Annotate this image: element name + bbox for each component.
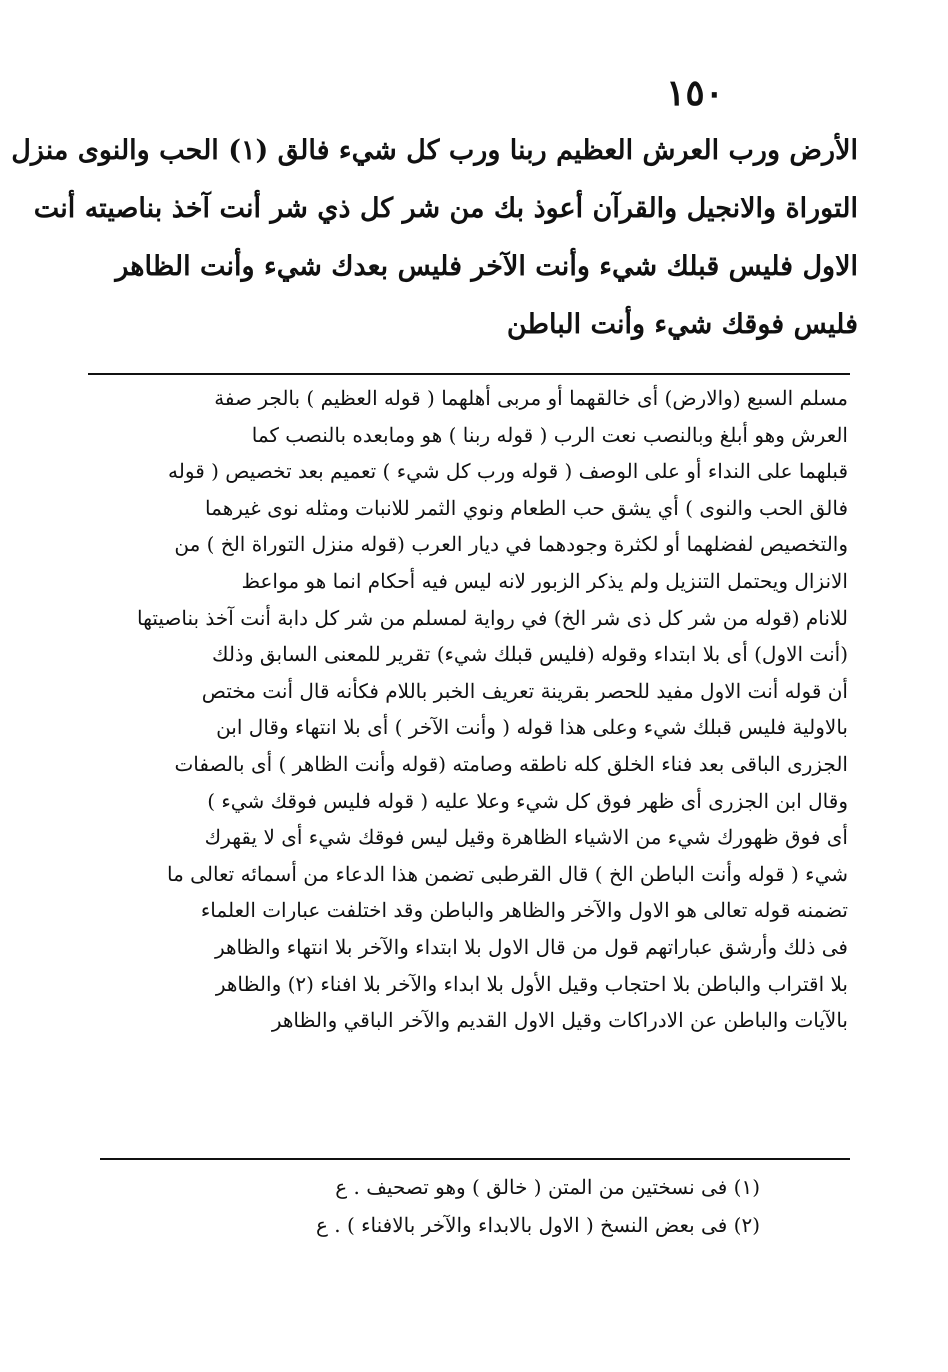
- commentary-line: أن قوله أنت الاول مفيد للحصر بقرينة تعريف الخبر باللام فكأنه قال أنت مختص: [201, 678, 848, 703]
- commentary-line: قبلهما على النداء أو على الوصف ( قوله ورب كل شيء ) تعميم بعد تخصيص ( قوله: [168, 459, 848, 484]
- commentary-line: فالق الحب والنوى ) أي يشق حب الطعام ونوي الثمر للانبات ومثله نوى غيرهما: [205, 495, 848, 520]
- main-text-line: التوراة والانجيل والقرآن أعوذ بك من شر كل ذي شر أنت آخذ بناصيته أنت: [33, 193, 858, 224]
- commentary-line: فى ذلك وأرشق عباراتهم قول من قال الاول بلا ابتداء والآخر بلا انتهاء والظاهر: [214, 934, 848, 959]
- commentary-line: العرش وهو أبلغ وبالنصب نعت الرب ( قوله ربنا ) هو ومابعده بالنصب كما: [251, 422, 848, 447]
- commentary-line: وقال ابن الجزرى أى ظهر فوق كل شيء وعلا عليه ( قوله فليس فوقك شيء ): [207, 788, 848, 813]
- commentary-line: تضمنه قوله تعالى هو الاول والآخر والظاهر والباطن وقد اختلفت عبارات العلماء: [200, 898, 848, 923]
- commentary-line: شيء ( قوله وأنت الباطن الخ ) قال القرطبى تضمن هذا الدعاء من أسمائه تعالى ما: [167, 861, 848, 886]
- commentary-line: للانام (قوله من شر كل ذى شر الخ) في رواية لمسلم من شر كل دابة أنت آخذ بناصيتها: [137, 605, 848, 630]
- footnote-1: (١) فى نسختين من المتن ( خالق ) وهو تصحيف . ع: [335, 1175, 760, 1199]
- main-text-line: الأرض ورب العرش العظيم ربنا ورب كل شيء فالق (١) الحب والنوى منزل: [11, 135, 858, 166]
- main-text-block: [11, 122, 858, 354]
- main-text-line: فليس فوقك شيء وأنت الباطن: [506, 309, 858, 340]
- footnote-divider: [100, 1158, 850, 1160]
- footnote-2: (٢) فى بعض النسخ ( الاول بالابداء والآخر بالافناء ) . ع: [315, 1213, 760, 1237]
- commentary-line: بلا اقتراب والباطن بلا احتجاب وقيل الأول بلا ابداء والآخر بلا افناء (٢) والظاهر: [215, 971, 848, 996]
- commentary-block: [92, 380, 848, 1039]
- footnotes-block: [200, 1168, 760, 1244]
- commentary-line: بالآيات والباطن عن الادراكات وقيل الاول القديم والآخر الباقي والظاهر: [271, 1008, 848, 1033]
- commentary-line: (أنت الاول) أى بلا ابتداء وقوله (فليس قبلك شيء) تقرير للمعنى السابق وذلك: [211, 642, 848, 667]
- commentary-line: الانزال ويحتمل التنزيل ولم يذكر الزبور لانه ليس فيه أحكام انما هو مواعظ: [241, 568, 848, 593]
- page-number: ١٥٠: [665, 72, 724, 114]
- commentary-line: مسلم السبع (والارض) أى خالقهما أو مربى أهلهما ( قوله العظيم ) بالجر صفة: [214, 386, 848, 410]
- main-text-divider: [88, 373, 850, 375]
- commentary-line: أى فوق ظهورك شيء من الاشياء الظاهرة وقيل ليس فوقك شيء أى لا يقهرك: [204, 825, 848, 850]
- main-text-line: الاول فليس قبلك شيء وأنت الآخر فليس بعدك شيء وأنت الظاهر: [115, 251, 858, 282]
- commentary-line: بالاولية فليس قبلك شيء وعلى هذا قوله ( وأنت الآخر ) أى بلا انتهاء وقال ابن: [216, 715, 848, 740]
- commentary-line: الجزرى الباقى بعد فناء الخلق كله ناطقه وصامته (قوله وأنت الظاهر ) أى بالصفات: [174, 751, 848, 776]
- commentary-line: والتخصيص لفضلهما أو لكثرة وجودهما في ديار العرب (قوله منزل التوراة الخ ) من: [174, 532, 848, 557]
